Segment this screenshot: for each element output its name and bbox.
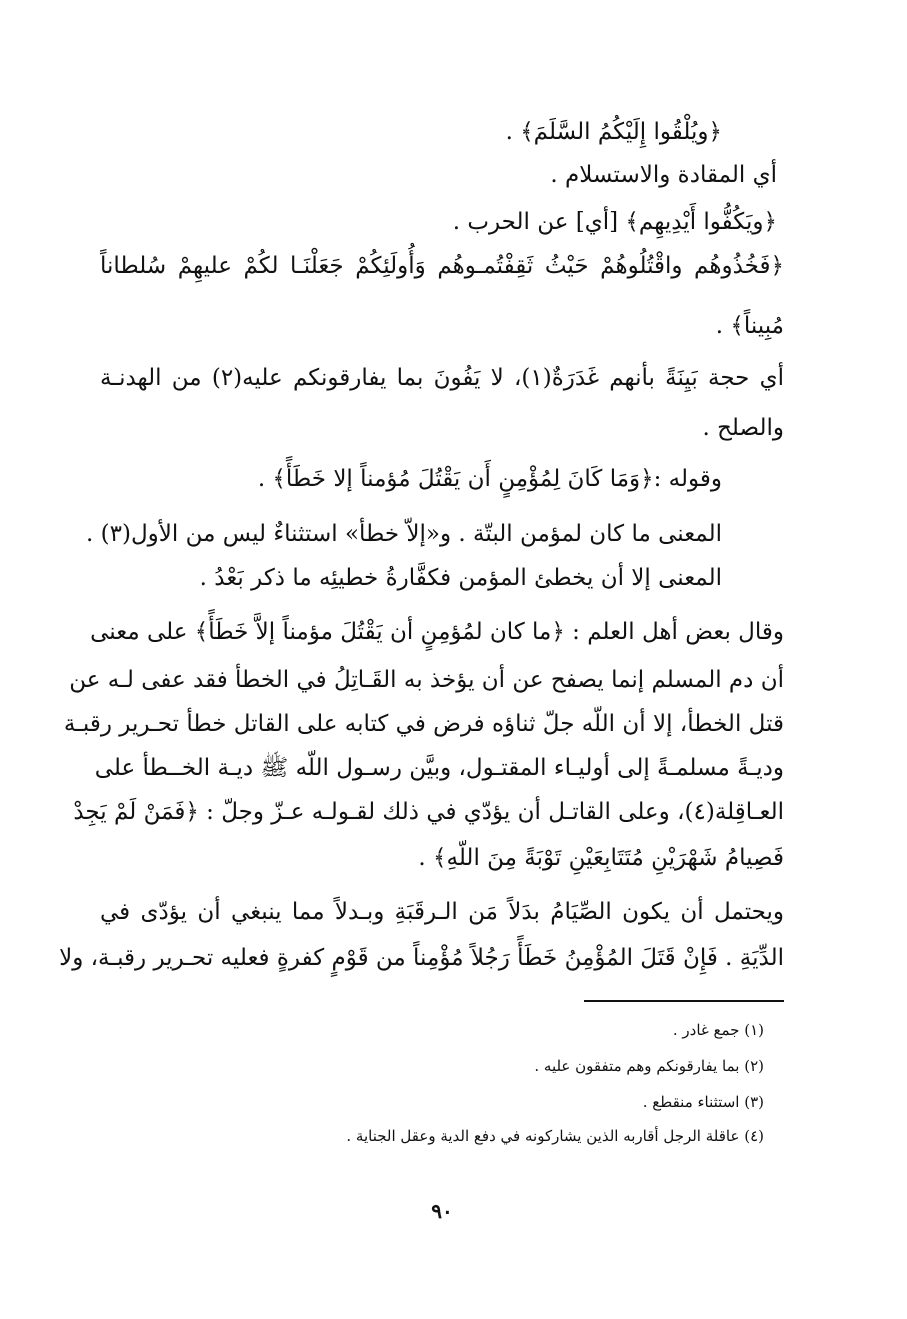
explanation-line: أي المقادة والاستسلام . bbox=[550, 162, 777, 188]
paragraph-line: أي حجة بَيِنَةً بأنهم غَدَرَةٌ(١)، لا يَفُونَ بما يفارقونكم عليه(٢) من الهدنـة bbox=[100, 365, 785, 391]
page-number: ٩٠ bbox=[431, 1199, 453, 1223]
footnote-1: (١) جمع غادر . bbox=[672, 1021, 764, 1039]
footnote-3: (٣) استثناء منقطع . bbox=[642, 1093, 764, 1111]
footnote-separator bbox=[584, 1000, 784, 1002]
quran-verse-line-1: ﴿ويُلْقُوا إِلَيْكُمُ السَّلَمَ﴾ . bbox=[505, 119, 722, 145]
paragraph-line: أن دم المسلم إنما يصفح عن أن يؤخذ به القَـاتِلُ في الخطأ فقد عفى لـه عن bbox=[69, 667, 784, 693]
paragraph-line: قتل الخطأ، إلا أن اللّه جلّ ثناؤه فرض في كتابه على القاتل خطأ تحـرير رقبـة bbox=[63, 711, 784, 737]
quran-verse-line-3a: ﴿فَخُذُوهُم واقْتُلُوهُمْ حَيْثُ ثَقِفْتُمـوهُم وَأُولَئِكُمْ جَعَلْنَـا لكُمْ عليهِمْ سُلطاناً bbox=[100, 253, 784, 279]
book-page bbox=[59, 0, 785, 1319]
paragraph-line: ويحتمل أن يكون الصِّيَامُ بدَلاً مَن الـرقَبَةِ وبـدلاً مما ينبغي أن يؤدّى في bbox=[100, 899, 784, 925]
paragraph-line: الدِّيَةِ . فَإِنْ قَتَلَ المُؤْمِنُ خَطَأً رَجُلاً مُؤْمِناً من قَوْمٍ كفرةٍ فعليه تحـرير رقبـة، ولا bbox=[59, 945, 784, 971]
paragraph-line: والصلح . bbox=[702, 415, 784, 441]
paragraph-line: وقال بعض أهل العلم : ﴿ما كان لمُؤمِنٍ أن يَقْتُلَ مؤمناً إلاَّ خَطَأً﴾ على معنى bbox=[90, 619, 784, 645]
footnote-4: (٤) عاقلة الرجل أقاربه الذين يشاركونه في دفع الدية وعقل الجناية . bbox=[346, 1127, 764, 1145]
quran-verse-line-3b: مُبِيناً﴾ . bbox=[715, 313, 784, 339]
quran-verse-line-2: ﴿ويَكُفُّوا أَيْدِيهِم﴾ [أي] عن الحرب . bbox=[452, 209, 777, 235]
paragraph-line: وديـةً مسلمـةً إلى أوليـاء المقتـول، وبيَّن رسـول اللّه ﷺ ديـة الخــطأ على bbox=[94, 755, 784, 781]
footnote-2: (٢) بما يفارقونكم وهم متفقون عليه . bbox=[534, 1057, 764, 1075]
paragraph-line: العـاقِلة(٤)، وعلى القاتـل أن يؤدّي في ذلك لقـولـه عـزّ وجلّ : ﴿فَمَنْ لَمْ يَجِدْ bbox=[73, 799, 784, 825]
paragraph-line: المعنى ما كان لمؤمن البتّة . و«إلاّ خطأ» استثناءٌ ليس من الأول(٣) . bbox=[86, 521, 722, 547]
paragraph-line: فَصِيامُ شَهْرَيْنِ مُتَتَابِعَيْنِ تَوْبَةً مِنَ اللّهِ﴾ . bbox=[418, 845, 784, 871]
paragraph-line: وقوله :﴿وَمَا كَانَ لِمُؤْمِنٍ أَن يَقْتُلَ مُؤمناً إلا خَطَأً﴾ . bbox=[257, 466, 722, 492]
paragraph-line: المعنى إلا أن يخطئ المؤمن فكفَّارةُ خطيئِه ما ذكر بَعْدُ . bbox=[199, 565, 722, 591]
